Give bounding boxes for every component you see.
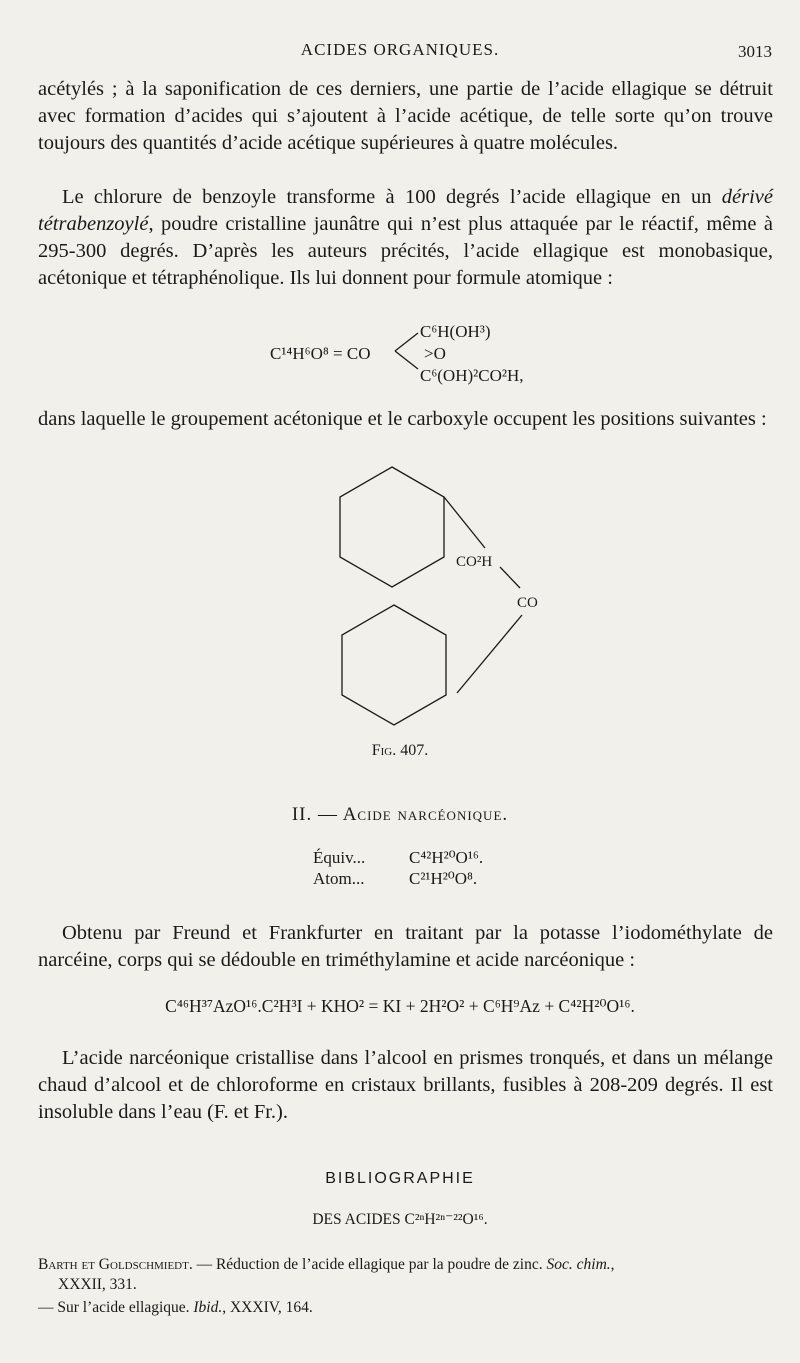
equiv-line [313,848,483,868]
page-number: 3013 [738,42,772,61]
figure-caption: Fig. 407. [371,742,429,759]
bibliography-subtitle: DES ACIDES C²ⁿH²ⁿ⁻²²O¹⁶. [312,1211,488,1228]
reference-2-text: — Sur l’acide ellagique. [38,1299,194,1316]
label-co2h: CO²H [456,554,493,570]
benzene-ring-top [340,467,444,587]
derive-tetrabenzoyle: dérivé tétrabenzoylé [38,186,773,235]
reference-1-text: — Réduction de l’acide ellagique par la poudre de zinc. [192,1256,547,1273]
label-co: CO [517,595,538,611]
reaction-equation: C⁴⁶H³⁷AzO¹⁶.C²H³I + KHO² = KI + 2H²O² + C⁶H⁹Az + C⁴²H²⁰O¹⁶. [165,996,635,1016]
atom-value: C²¹H²⁰O⁸. [409,869,478,888]
atom-label: Atom... [313,869,365,888]
paragraph-obtenu: Obtenu par Freund et Frankfurter en traitant par la potasse l’iodométhylate de narcéine, corps qui se dédouble en triméthylamine et acide narcéonique : [38,922,773,971]
formula-top: C⁶H(OH³) [420,322,491,341]
reference-1-volume: XXXII, 331. [58,1276,137,1293]
paragraph-cristallise: L’acide narcéonique cristallise dans l’alcool en prismes tronqués, et dans un mélange chaud d’alcool et de chloroforme en cristaux brillants, fusibles à 208-209 degrés. Il est insoluble dans l’eau (F. et Fr.). [38,1047,773,1123]
formula-middle: >O [424,344,446,363]
equiv-label: Équiv... [313,848,366,867]
equiv-value: C⁴²H²⁰O¹⁶. [409,848,484,867]
reference-2-end: , XXXIV, 164. [222,1299,313,1316]
formula-bottom: C⁶(OH)²CO²H, [420,366,524,385]
reference-1-authors: Barth et Goldschmiedt. [38,1256,193,1273]
section-heading: II. — Acide narcéonique. [291,804,509,825]
atom-line [313,869,477,889]
bond-to-co2h [444,497,485,548]
reference-2 [38,1298,783,1318]
bond-co2h-to-co [500,567,520,588]
reference-1-journal: Soc. chim. [546,1256,611,1273]
paragraph-benzoyle-end: , poudre cristalline jaunâtre qui n’est plus attaquée par le réactif, même à 295-300 degrés. D’après les auteurs précités, l’acide ellagique est monobasique, acétonique et tétraphénolique. Ils lui donnent pour formule atomique : [38,213,773,289]
bibliography-title: BIBLIOGRAPHIE [325,1170,475,1187]
reference-1-end: , [610,1256,615,1273]
reference-2-journal: Ibid. [193,1299,223,1316]
paragraph-positions: dans laquelle le groupement acétonique et le carboxyle occupent les positions suivantes : [38,408,767,430]
reference-1 [38,1255,783,1295]
formula-left: C¹⁴H⁶O⁸ = CO [270,344,371,363]
benzene-ring-bottom [342,605,446,725]
paragraph-continuation: acétylés ; à la saponification de ces derniers, une partie de l’acide ellagique se détruit avec formation d’acides qui s’ajoutent à l’acide acétique, de telle sorte qu’on trouve toujours des quantités d’acide acétique supérieures à quatre molécules. [38,78,773,154]
paragraph-benzoyle-start: Le chlorure de benzoyle transforme à 100 degrés l’acide ellagique en un [62,186,722,208]
running-title: ACIDES ORGANIQUES. [300,40,500,59]
bond-co-to-ring [457,615,522,693]
